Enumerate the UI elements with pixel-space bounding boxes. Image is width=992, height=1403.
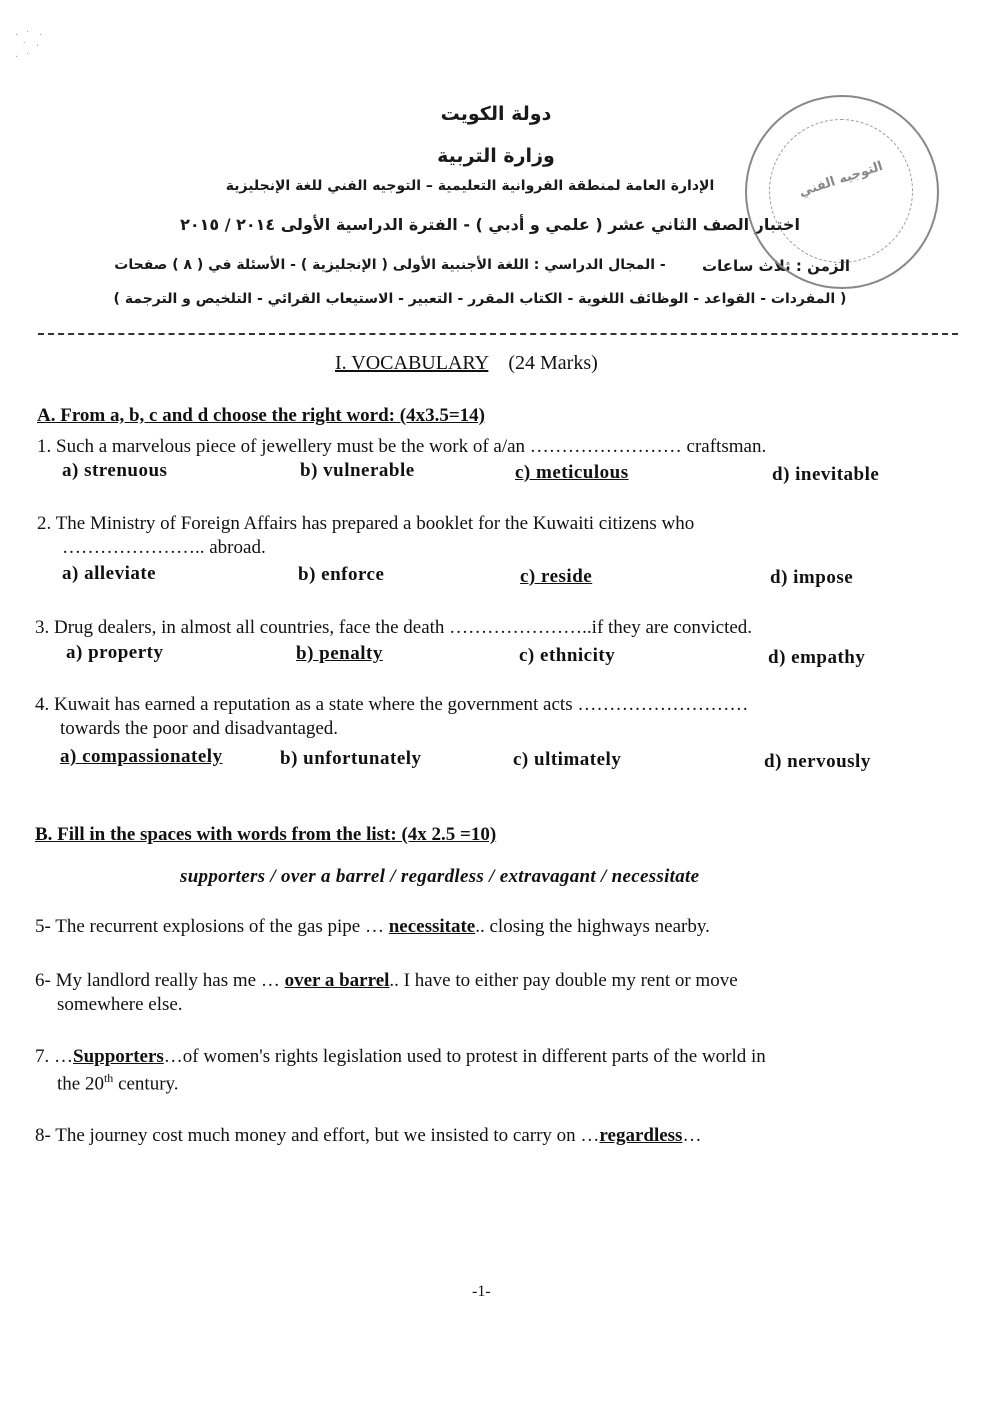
header-ministry: وزارة التربية (437, 145, 555, 167)
part-b-heading: B. Fill in the spaces with words from the list: (4x 2.5 =10) (35, 824, 497, 845)
q2-option-b: b) enforce (298, 564, 385, 585)
q1-option-d: d) inevitable (772, 464, 880, 485)
q2-stem-line1: 2. The Ministry of Foreign Affairs has prepared a booklet for the Kuwaiti citizens who (37, 513, 695, 534)
q6-pre: 6- My landlord really has me … (35, 970, 285, 991)
section-title (335, 352, 598, 375)
page-number: -1- (472, 1283, 491, 1300)
header-exam-title: اختبار الصف الثاني عشر ( علمي و أدبي ) - الفترة الدراسية الأولى ٢٠١٤ / ٢٠١٥ (180, 215, 800, 234)
header-directorate: الإدارة العامة لمنطقة الفروانية التعليمية – التوجيه الفني للغة الإنجليزية (225, 178, 715, 194)
scan-specks: · ˙ · ˙ · · ˙ (15, 30, 43, 63)
part-a-heading: A. From a, b, c and d choose the right word: (4x3.5=14) (37, 405, 485, 426)
q8-post: … (682, 1125, 702, 1146)
section-marks: (24 Marks) (508, 352, 598, 374)
q4-option-c: c) ultimately (513, 749, 622, 770)
q8 (35, 1125, 701, 1147)
q4-option-b: b) unfortunately (280, 748, 422, 769)
q3-option-c: c) ethnicity (519, 645, 616, 666)
section-title-text: I. VOCABULARY (335, 352, 489, 374)
q1-option-c-correct: c) meticulous (515, 462, 629, 483)
q2-stem-line2: ………………….. abroad. (62, 537, 266, 558)
header-divider (38, 333, 958, 335)
q3-option-d: d) empathy (768, 647, 866, 668)
q5-answer: necessitate (388, 916, 476, 937)
q4-stem-line2: towards the poor and disadvantaged. (60, 718, 339, 739)
q5-pre: 5- The recurrent explosions of the gas pipe … (35, 916, 389, 937)
q3-option-b-correct: b) penalty (296, 643, 383, 664)
q3-stem: 3. Drug dealers, in almost all countries, face the death …………………..if they are convicted. (35, 617, 753, 638)
q6-line2: somewhere else. (57, 994, 183, 1015)
q7-answer: Supporters (73, 1046, 164, 1067)
q5-post: .. closing the highways nearby. (475, 916, 710, 937)
q7-line2-post: century. (113, 1073, 179, 1095)
official-stamp (745, 95, 939, 289)
q6-answer: over a barrel (284, 970, 390, 991)
q7-pre: 7. … (35, 1046, 73, 1067)
header-time: الزمن : ثلاث ساعات (702, 257, 850, 275)
q4-stem-line1: 4. Kuwait has earned a reputation as a state where the government acts ……………………… (35, 694, 749, 715)
header-state: دولة الكويت (440, 103, 552, 125)
q4-option-d: d) nervously (764, 751, 871, 772)
q5 (35, 916, 710, 938)
q7-line2-sup: th (103, 1071, 114, 1085)
q8-pre: 8- The journey cost much money and effort, but we insisted to carry on … (35, 1125, 600, 1146)
q2-option-c-correct: c) reside (520, 566, 593, 587)
q6 (35, 970, 738, 992)
q6-post: .. I have to either pay double my rent or move (389, 970, 738, 991)
q2-option-d: d) impose (770, 567, 854, 588)
word-list: supporters / over a barrel / regardless / extravagant / necessitate (180, 866, 700, 887)
q7-post: …of women's rights legislation used to protest in different parts of the world in (163, 1046, 766, 1067)
q2-option-a: a) alleviate (62, 563, 157, 584)
q1-option-b: b) vulnerable (300, 460, 415, 481)
q3-option-a: a) property (66, 642, 164, 663)
q8-answer: regardless (599, 1125, 683, 1146)
header-subject: - المجال الدراسي : اللغة الأجنبية الأولى ( الإنجليزية ) - الأسئلة في ( ٨ ) صفحات (114, 257, 666, 273)
header-components: ( المفردات - القواعد - الوظائف اللغوية - الكتاب المقرر - التعبير - الاستيعاب القرائي - التلخيص و الترجمة ) (113, 291, 847, 307)
q1-stem: 1. Such a marvelous piece of jewellery must be the work of a/an …………………… craftsman. (37, 436, 767, 457)
q1-option-a: a) strenuous (62, 460, 168, 481)
q4-option-a-correct: a) compassionately (60, 746, 223, 767)
q7-line2-pre: the 20 (57, 1073, 104, 1095)
q7-line2 (57, 1071, 179, 1095)
q7 (35, 1046, 766, 1068)
stamp-text: التوجيه الفني (797, 158, 885, 201)
